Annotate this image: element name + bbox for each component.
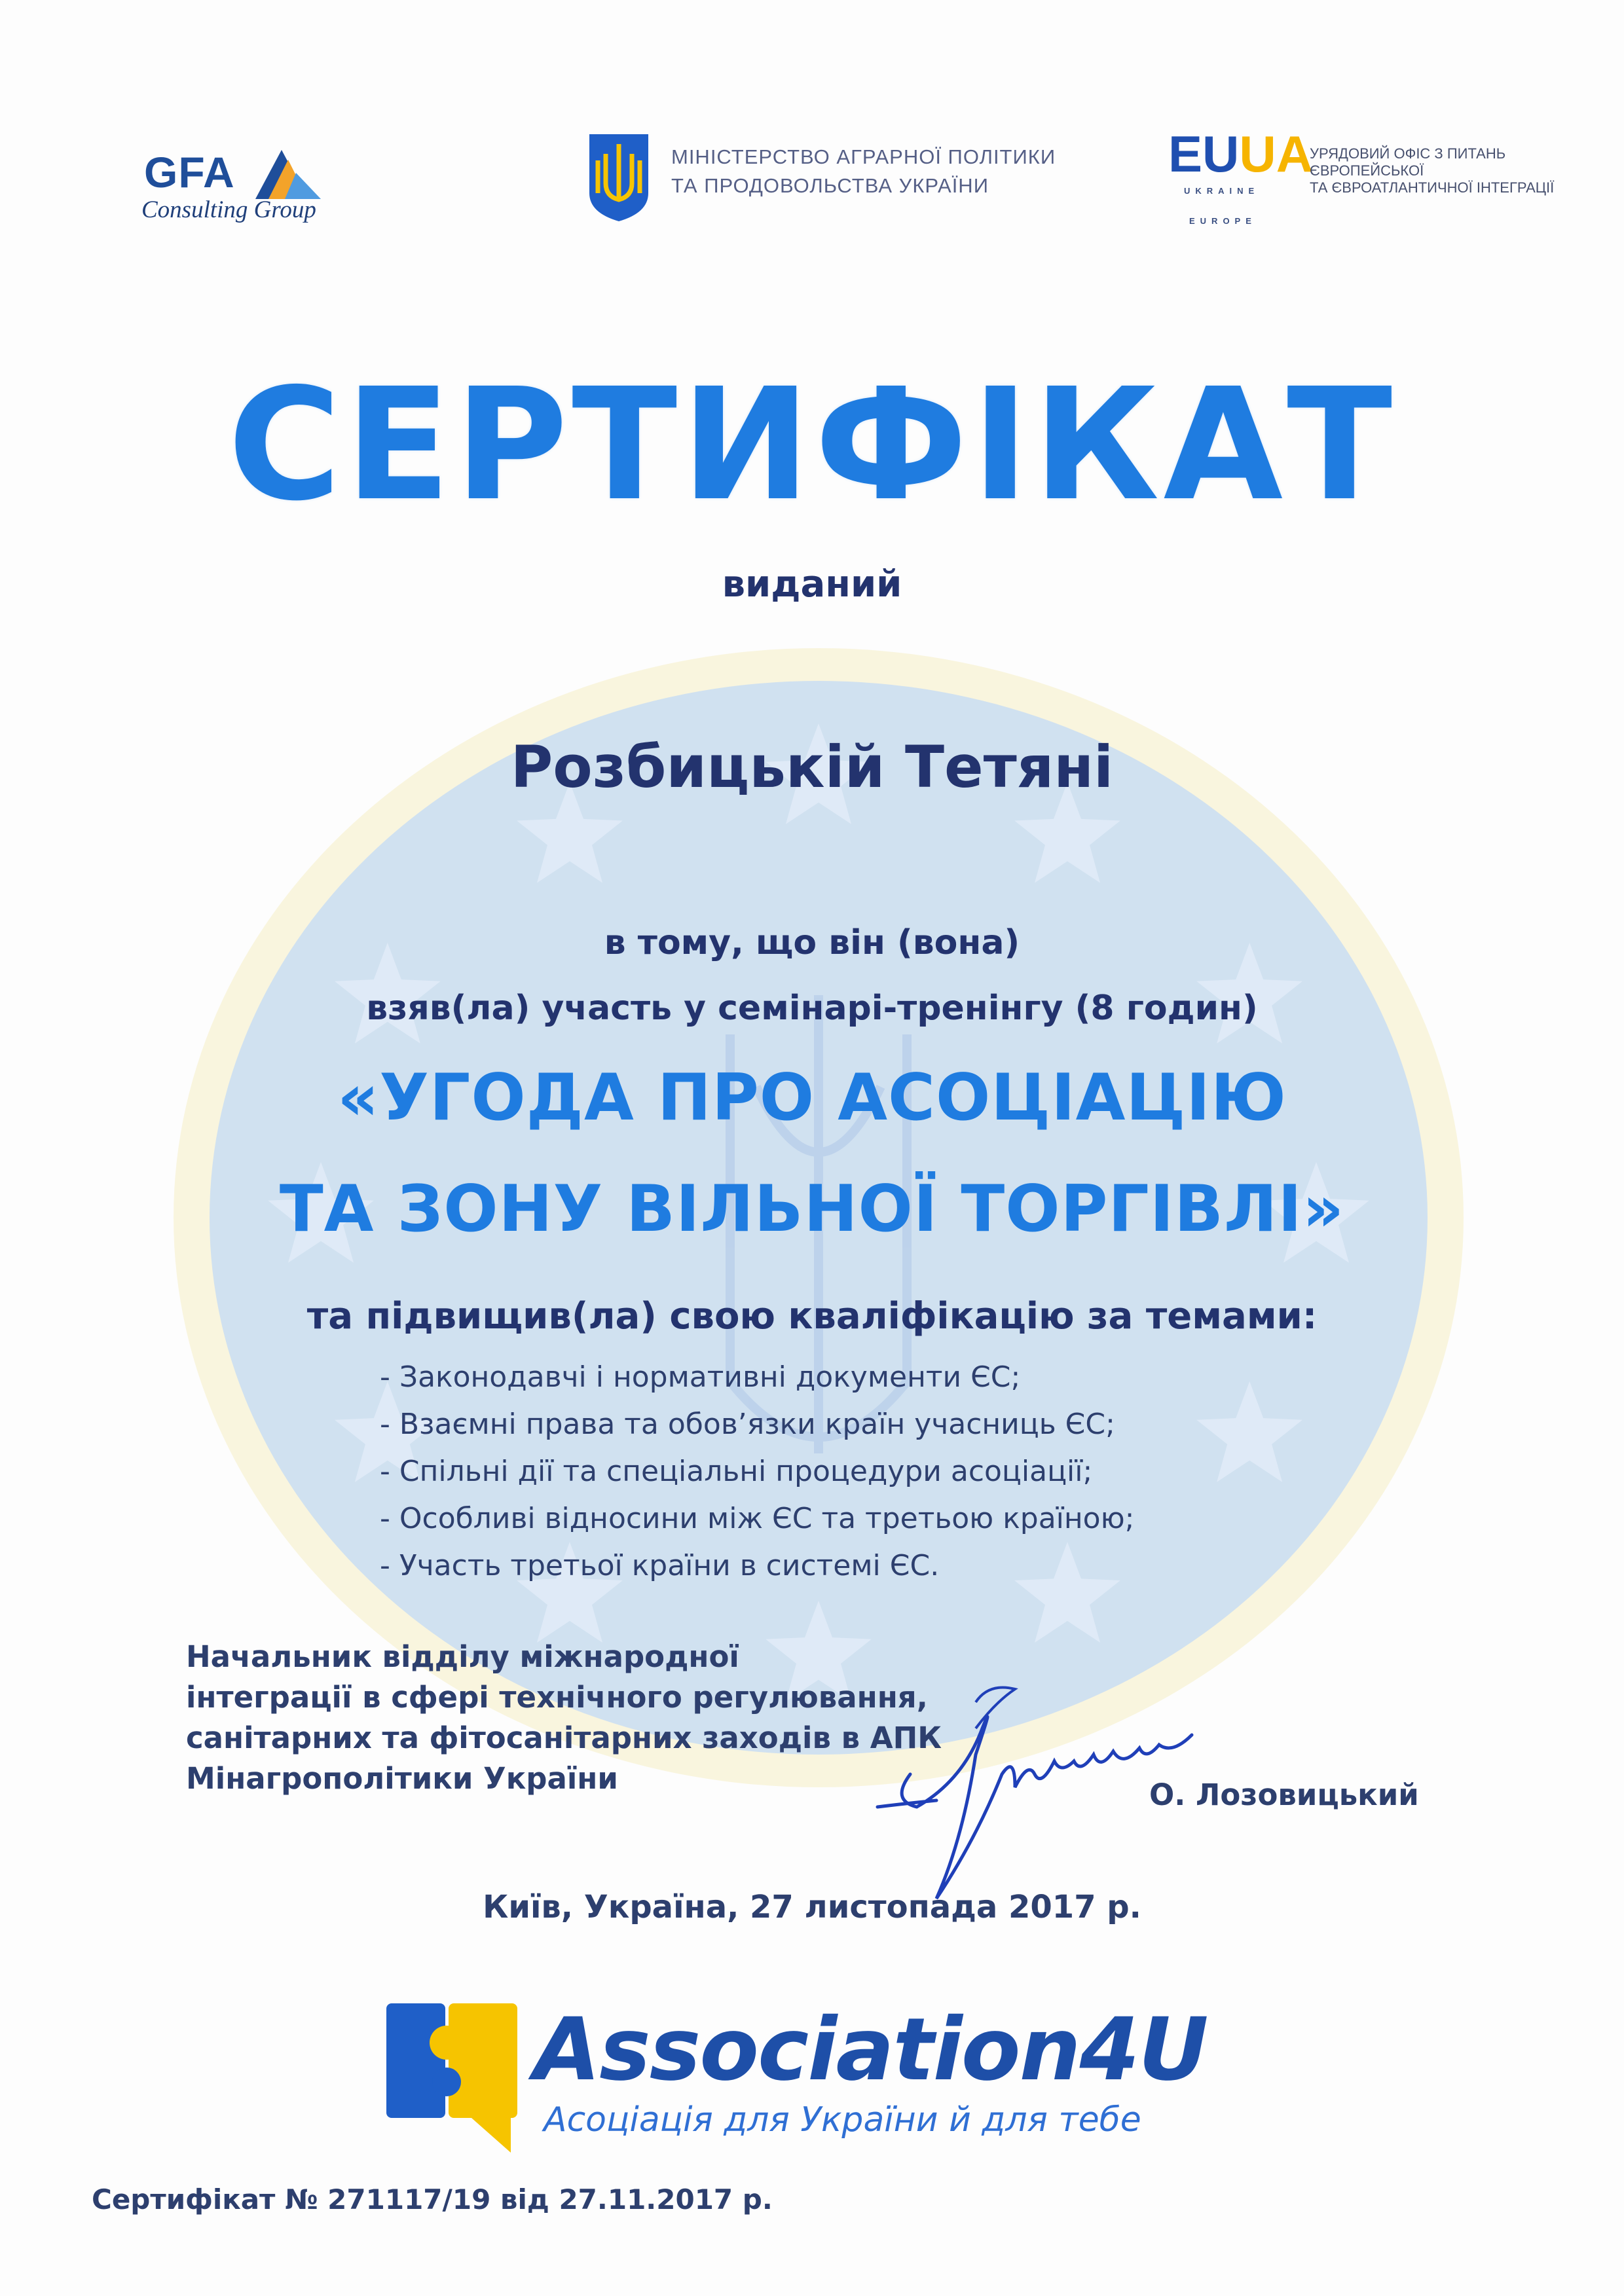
euua-office-name [1310,145,1554,196]
topics-list [380,1354,1362,1590]
issued-label: виданий [722,563,902,606]
euua-office-line2: ЄВРОПЕЙСЬКОЇ [1310,162,1424,179]
gfa-consulting-logo [138,141,334,226]
association4u-name: Association4U [534,1999,1208,2100]
gfa-logo-word: GFA [144,148,235,196]
gfa-triangle-icon [255,150,327,202]
association4u-tagline: Асоціація для України й для тебе [544,2100,1141,2140]
signer-name: О. Лозовицький [1149,1777,1419,1812]
statement-line1: в тому, що він (вона) [604,923,1020,962]
official-title-line: санітарних та фітосанітарних заходів в АПК [186,1721,942,1755]
topic-item: - Участь третьої країни в системі ЄС. [380,1549,940,1582]
puzzle-speech-bubble-icon [386,2003,524,2154]
recipient-name: Розбицькій Тетяні [510,733,1114,801]
ministry-name-line1: МІНІСТЕРСТВО АГРАРНОЇ ПОЛІТИКИ [671,145,1056,168]
euua-office-logo [1166,118,1572,236]
topics-intro: та підвищив(ла) свою кваліфікацію за темами: [306,1295,1318,1338]
euua-office-line1: УРЯДОВИЙ ОФІС З ПИТАНЬ [1310,145,1506,162]
topic-item: - Особливі відносини між ЄС та третьою країною; [380,1502,1135,1535]
trident-coat-of-arms-icon [586,131,652,223]
certificate-title: СЕРТИФІКАТ [227,355,1397,535]
topic-item: - Спільні дії та спеціальні процедури асоціації; [380,1455,1093,1488]
official-title-line: інтеграції в сфері технічного регулювання, [186,1680,928,1715]
euua-mark-eu: EU [1168,125,1240,183]
course-title-line1: «УГОДА ПРО АСОЦІАЦІЮ [337,1061,1287,1135]
association4u-logo [386,1999,1270,2154]
ministry-logo [586,131,1084,229]
official-title-line: Начальник відділу міжнародної [186,1639,739,1674]
euua-mark-ua: UA [1239,125,1314,183]
certificate-number: Сертифікат № 271117/19 від 27.11.2017 р. [92,2183,773,2215]
place-and-date: Київ, Україна, 27 листопада 2017 р. [483,1889,1141,1925]
official-title-line: Мінагрополітики України [186,1761,618,1796]
topic-item: - Взаємні права та обов’язки країн учасниць ЄС; [380,1408,1115,1441]
course-title-line2: ТА ЗОНУ ВІЛЬНОЇ ТОРГІВЛІ» [279,1172,1345,1247]
euua-sub-top: UKRAINE [1184,186,1260,196]
ministry-name [671,143,1056,200]
euua-office-line3: ТА ЄВРОАТЛАНТИЧНОЇ ІНТЕГРАЦІЇ [1310,179,1555,196]
gfa-logo-subtitle: Consulting Group [141,196,316,223]
ministry-name-line2: ТА ПРОДОВОЛЬСТВА УКРАЇНИ [671,174,989,197]
euua-sub-bottom: EUROPE [1189,216,1257,226]
topic-item: - Законодавчі і нормативні документи ЄС; [380,1360,1021,1394]
euua-mark [1168,124,1313,184]
statement-line2: взяв(ла) участь у семінарі-тренінгу (8 годин) [366,989,1258,1028]
